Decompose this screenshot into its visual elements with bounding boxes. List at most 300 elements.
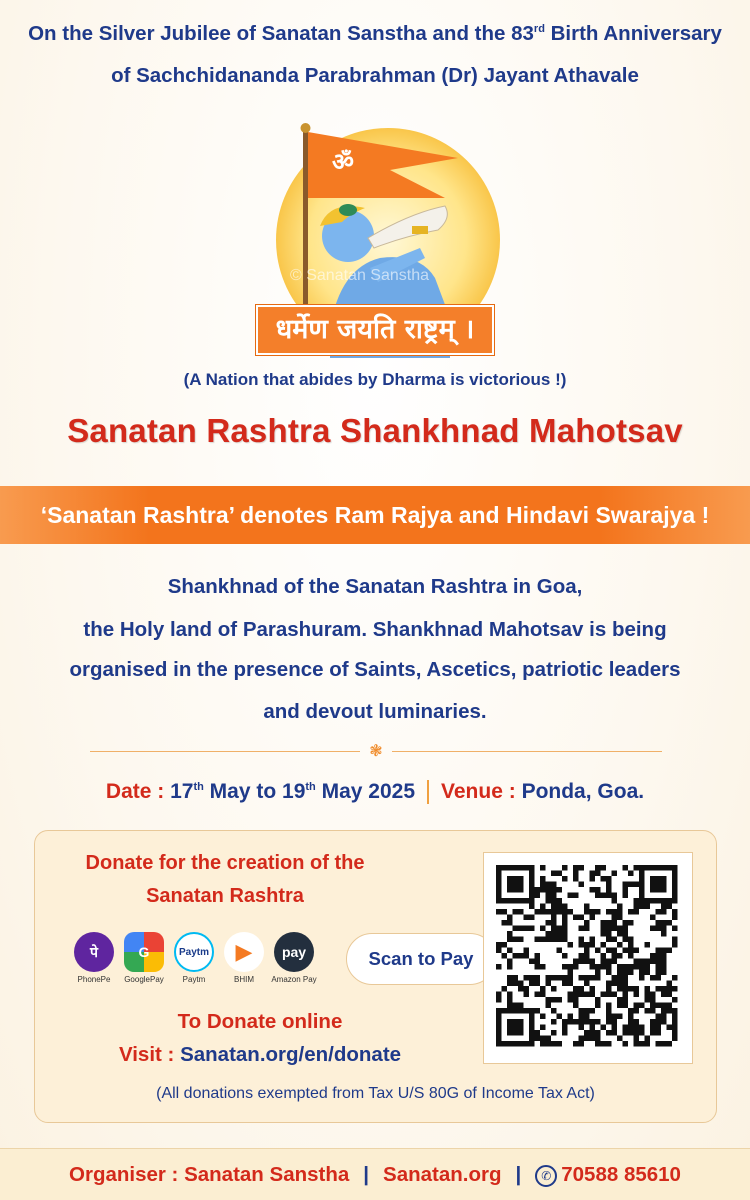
qr-module [628, 953, 634, 959]
qr-module [507, 1041, 513, 1047]
qr-module [551, 1030, 557, 1036]
paytm-app[interactable]: Paytm Paytm [170, 932, 218, 984]
qr-module [551, 882, 557, 888]
qr-module [601, 953, 607, 959]
qr-module [584, 1008, 590, 1014]
qr-module [524, 1041, 530, 1047]
amazonpay-app[interactable]: pay Amazon Pay [270, 932, 318, 984]
qr-module [496, 948, 502, 954]
qr-module [573, 959, 579, 965]
qr-module [661, 909, 667, 915]
qr-module [661, 887, 667, 893]
qr-module [507, 981, 513, 987]
qr-module [529, 1036, 535, 1042]
qr-module [496, 909, 502, 915]
ornamental-divider [90, 743, 662, 761]
qr-module [623, 926, 629, 932]
qr-module [634, 992, 640, 998]
qr-module [606, 926, 612, 932]
qr-module [628, 1019, 634, 1025]
qr-module [518, 986, 524, 992]
qr-module [540, 882, 546, 888]
qr-module [639, 887, 645, 893]
qr-module [540, 904, 546, 910]
qr-module [551, 898, 557, 904]
qr-module [562, 931, 568, 937]
qr-module [639, 970, 645, 976]
qr-module [595, 1019, 601, 1025]
qr-module [623, 1003, 629, 1009]
qr-module [606, 887, 612, 893]
qr-module [623, 1041, 629, 1047]
qr-module [584, 904, 590, 910]
qr-module [656, 970, 662, 976]
qr-module [584, 948, 590, 954]
qr-module [667, 986, 673, 992]
qr-module [535, 964, 541, 970]
qr-module [656, 1003, 662, 1009]
qr-module [496, 1008, 502, 1014]
qr-module [573, 1041, 579, 1047]
donate-title-line-1: Donate for the creation of the [85, 852, 365, 874]
qr-module [606, 970, 612, 976]
qr-module [546, 937, 552, 943]
qr-module [535, 893, 541, 899]
qr-module [628, 920, 634, 926]
bhim-icon: ▶ [224, 932, 264, 972]
qr-module [639, 893, 645, 899]
qr-module [634, 948, 640, 954]
qr-module [557, 1041, 563, 1047]
qr-module [562, 1025, 568, 1031]
qr-module [634, 959, 640, 965]
qr-module [672, 1025, 678, 1031]
qr-module [513, 975, 519, 981]
qr-module [628, 1008, 634, 1014]
qr-module [535, 975, 541, 981]
qr-module [584, 1014, 590, 1020]
qr-module [639, 904, 645, 910]
qr-module [551, 871, 557, 877]
desc-line-3: organised in the presence of Saints, Ascetics, patriotic leaders [69, 658, 681, 681]
event-title: Sanatan Rashtra Shankhnad Mahotsav [67, 412, 683, 449]
qr-module [606, 1003, 612, 1009]
qr-module [606, 981, 612, 987]
qr-module [535, 1008, 541, 1014]
qr-module [496, 942, 502, 948]
qr-module [628, 942, 634, 948]
qr-module [601, 1041, 607, 1047]
qr-module [496, 992, 502, 998]
qr-module [496, 1025, 502, 1031]
qr-module [617, 997, 623, 1003]
footer: Organiser : Sanatan Sanstha | Sanatan.org | ✆ 70588 85610 [0, 1148, 750, 1200]
qr-module [590, 909, 596, 915]
qr-module [551, 887, 557, 893]
qr-module [623, 964, 629, 970]
qr-module [612, 926, 618, 932]
qr-module [628, 1025, 634, 1031]
qr-module [584, 909, 590, 915]
qr-module [639, 1025, 645, 1031]
qr-module [667, 981, 673, 987]
qr-module [606, 893, 612, 899]
qr-module [562, 937, 568, 943]
qr-module [518, 865, 524, 871]
qr-module [595, 964, 601, 970]
qr-module [645, 970, 651, 976]
qr-module [584, 953, 590, 959]
amazonpay-icon: pay [274, 932, 314, 972]
qr-module [529, 865, 535, 871]
qr-module [524, 898, 530, 904]
qr-module [590, 937, 596, 943]
qr-module [617, 1036, 623, 1042]
qr-module [507, 882, 513, 888]
qr-module [656, 876, 662, 882]
qr-module [661, 953, 667, 959]
qr-module [502, 898, 508, 904]
qr-module [612, 975, 618, 981]
phonepe-app[interactable]: पे PhonePe [70, 932, 118, 984]
qr-module [529, 882, 535, 888]
qr-module [656, 1014, 662, 1020]
qr-module [568, 1014, 574, 1020]
qr-module [551, 1008, 557, 1014]
venue-label: Venue : [441, 780, 522, 803]
qr-module [661, 926, 667, 932]
qr-module [617, 953, 623, 959]
qr-module [667, 1008, 673, 1014]
qr-module [579, 953, 585, 959]
qr-module [507, 915, 513, 921]
qr-module [518, 926, 524, 932]
qr-module [639, 1041, 645, 1047]
qr-module [590, 986, 596, 992]
peacock-feather [339, 204, 357, 216]
qr-module [562, 953, 568, 959]
qr-module [667, 1025, 673, 1031]
qr-module [540, 992, 546, 998]
qr-module [672, 975, 678, 981]
qr-module [562, 915, 568, 921]
qr-module [507, 1008, 513, 1014]
website-link[interactable]: Sanatan.org [383, 1163, 502, 1186]
qr-module [584, 1019, 590, 1025]
qr-module [628, 964, 634, 970]
qr-module [540, 964, 546, 970]
qr-module [507, 865, 513, 871]
qr-module [584, 959, 590, 965]
qr-module [568, 992, 574, 998]
qr-module [639, 882, 645, 888]
qr-module [645, 1036, 651, 1042]
qr-module [507, 887, 513, 893]
qr-module [496, 865, 502, 871]
qr-module [672, 1030, 678, 1036]
qr-module [612, 1030, 618, 1036]
qr-code[interactable] [484, 853, 691, 1062]
qr-module [551, 915, 557, 921]
qr-module [573, 1003, 579, 1009]
qr-module [496, 1014, 502, 1020]
qr-module [557, 931, 563, 937]
qr-module [617, 909, 623, 915]
qr-module [634, 1025, 640, 1031]
qr-module [524, 926, 530, 932]
qr-module [568, 970, 574, 976]
qr-module [623, 865, 629, 871]
qr-module [595, 887, 601, 893]
qr-module [579, 926, 585, 932]
desc-line-4: and devout luminaries. [263, 700, 487, 723]
qr-module [606, 909, 612, 915]
qr-module [540, 926, 546, 932]
qr-module [634, 882, 640, 888]
qr-module [513, 876, 519, 882]
qr-module [529, 898, 535, 904]
qr-module [579, 1036, 585, 1042]
qr-module [672, 887, 678, 893]
qr-module [612, 953, 618, 959]
donate-link[interactable]: Sanatan.org/en/donate [180, 1043, 402, 1066]
qr-module [518, 937, 524, 943]
tax-exemption-note: (All donations exempted from Tax U/S 80G of Income Tax Act) [156, 1085, 595, 1102]
qr-module [507, 937, 513, 943]
qr-module [496, 1030, 502, 1036]
qr-module [502, 953, 508, 959]
qr-module [568, 909, 574, 915]
qr-module [513, 865, 519, 871]
flower-icon: ❃ [369, 743, 383, 760]
qr-module [551, 920, 557, 926]
qr-module [606, 1014, 612, 1020]
qr-module [573, 997, 579, 1003]
qr-module [606, 948, 612, 954]
qr-module [650, 959, 656, 965]
qr-module [524, 948, 530, 954]
qr-module [573, 871, 579, 877]
qr-module [606, 920, 612, 926]
qr-module [634, 1041, 640, 1047]
qr-module [579, 882, 585, 888]
qr-module [573, 876, 579, 882]
qr-module [623, 970, 629, 976]
qr-module [645, 1041, 651, 1047]
googlepay-app[interactable]: G GooglePay [120, 932, 168, 984]
qr-module [650, 992, 656, 998]
qr-module [623, 920, 629, 926]
qr-code-frame[interactable] [483, 852, 693, 1064]
qr-module [535, 887, 541, 893]
qr-module [645, 1008, 651, 1014]
qr-module [546, 981, 552, 987]
qr-module [628, 937, 634, 943]
qr-module [650, 1030, 656, 1036]
phonepe-icon: पे [74, 932, 114, 972]
qr-module [650, 887, 656, 893]
event-banner: ‘Sanatan Rashtra’ denotes Ram Rajya and Hindavi Swarajya ! [0, 486, 750, 544]
qr-module [656, 882, 662, 888]
qr-module [661, 865, 667, 871]
qr-module [661, 970, 667, 976]
header-line-2: of Sachchidananda Parabrahman (Dr) Jayant Athavale [111, 64, 639, 87]
qr-module [601, 931, 607, 937]
qr-module [535, 937, 541, 943]
qr-module [496, 887, 502, 893]
qr-module [496, 871, 502, 877]
qr-module [623, 997, 629, 1003]
qr-module [557, 904, 563, 910]
om-symbol: ॐ [332, 148, 354, 176]
qr-module [546, 1041, 552, 1047]
qr-module [656, 1019, 662, 1025]
motto-sanskrit: धर्मेण जयति राष्ट्रम् । [256, 305, 494, 355]
qr-module [661, 898, 667, 904]
qr-module [557, 909, 563, 915]
qr-module [661, 992, 667, 998]
qr-module [617, 904, 623, 910]
qr-module [551, 909, 557, 915]
qr-module [557, 871, 563, 877]
qr-module [667, 1041, 673, 1047]
qr-module [551, 1019, 557, 1025]
qr-module [562, 964, 568, 970]
qr-module [551, 904, 557, 910]
qr-module [595, 970, 601, 976]
qr-module [612, 1019, 618, 1025]
venue-value: Ponda, Goa. [521, 780, 645, 803]
qr-module [496, 876, 502, 882]
qr-module [524, 992, 530, 998]
qr-module [518, 882, 524, 888]
qr-module [584, 1036, 590, 1042]
qr-module [656, 975, 662, 981]
qr-module [518, 953, 524, 959]
qr-module [579, 1014, 585, 1020]
qr-module [612, 920, 618, 926]
qr-module [606, 964, 612, 970]
qr-module [634, 898, 640, 904]
qr-module [557, 937, 563, 943]
bhim-app[interactable]: ▶ BHIM [220, 932, 268, 984]
qr-module [672, 997, 678, 1003]
qr-module [672, 915, 678, 921]
qr-module [628, 871, 634, 877]
qr-module [628, 882, 634, 888]
qr-module [557, 887, 563, 893]
qr-module [595, 1030, 601, 1036]
qr-module [513, 1025, 519, 1031]
qr-module [524, 865, 530, 871]
qr-module [579, 942, 585, 948]
qr-module [650, 876, 656, 882]
qr-module [535, 992, 541, 998]
qr-module [595, 1036, 601, 1042]
qr-module [546, 920, 552, 926]
qr-module [568, 975, 574, 981]
qr-module [590, 887, 596, 893]
qr-module [617, 915, 623, 921]
qr-module [590, 964, 596, 970]
qr-module [667, 992, 673, 998]
qr-module [513, 953, 519, 959]
qr-module [612, 909, 618, 915]
qr-module [617, 981, 623, 987]
qr-module [612, 992, 618, 998]
qr-module [502, 1008, 508, 1014]
donate-visit-line: Visit : Sanatan.org/en/donate [118, 1043, 402, 1066]
qr-module [595, 997, 601, 1003]
qr-module [513, 1003, 519, 1009]
qr-module [639, 871, 645, 877]
qr-module [573, 992, 579, 998]
qr-module [639, 865, 645, 871]
qr-module [639, 876, 645, 882]
qr-module [617, 926, 623, 932]
qr-module [540, 876, 546, 882]
qr-module [562, 981, 568, 987]
qr-module [529, 887, 535, 893]
qr-module [606, 931, 612, 937]
qr-module [656, 1041, 662, 1047]
qr-module [590, 992, 596, 998]
qr-module [529, 871, 535, 877]
qr-module [612, 937, 618, 943]
qr-module [628, 970, 634, 976]
qr-module [623, 882, 629, 888]
qr-module [612, 959, 618, 965]
qr-module [612, 893, 618, 899]
qr-module [612, 915, 618, 921]
qr-module [562, 975, 568, 981]
qr-module [507, 964, 513, 970]
qr-module [656, 1025, 662, 1031]
qr-module [661, 1019, 667, 1025]
qr-module [661, 920, 667, 926]
qr-module [667, 1003, 673, 1009]
qr-module [672, 986, 678, 992]
qr-module [601, 1025, 607, 1031]
qr-module [617, 970, 623, 976]
qr-module [562, 1030, 568, 1036]
qr-module [546, 882, 552, 888]
qr-module [579, 986, 585, 992]
qr-module [518, 909, 524, 915]
qr-module [590, 1019, 596, 1025]
qr-module [573, 964, 579, 970]
qr-module [601, 920, 607, 926]
qr-module [595, 865, 601, 871]
qr-module [639, 975, 645, 981]
qr-module [601, 893, 607, 899]
qr-module [639, 898, 645, 904]
qr-module [639, 959, 645, 965]
qr-module [518, 887, 524, 893]
qr-module [546, 1003, 552, 1009]
qr-module [623, 992, 629, 998]
qr-module [507, 931, 513, 937]
motto-english: (A Nation that abides by Dharma is victorious !) [183, 370, 567, 389]
qr-module [661, 882, 667, 888]
qr-module [634, 865, 640, 871]
qr-module [672, 937, 678, 943]
qr-module [656, 964, 662, 970]
qr-module [639, 1003, 645, 1009]
phone-number[interactable]: 70588 85610 [561, 1163, 681, 1186]
qr-module [617, 986, 623, 992]
qr-module [579, 992, 585, 998]
